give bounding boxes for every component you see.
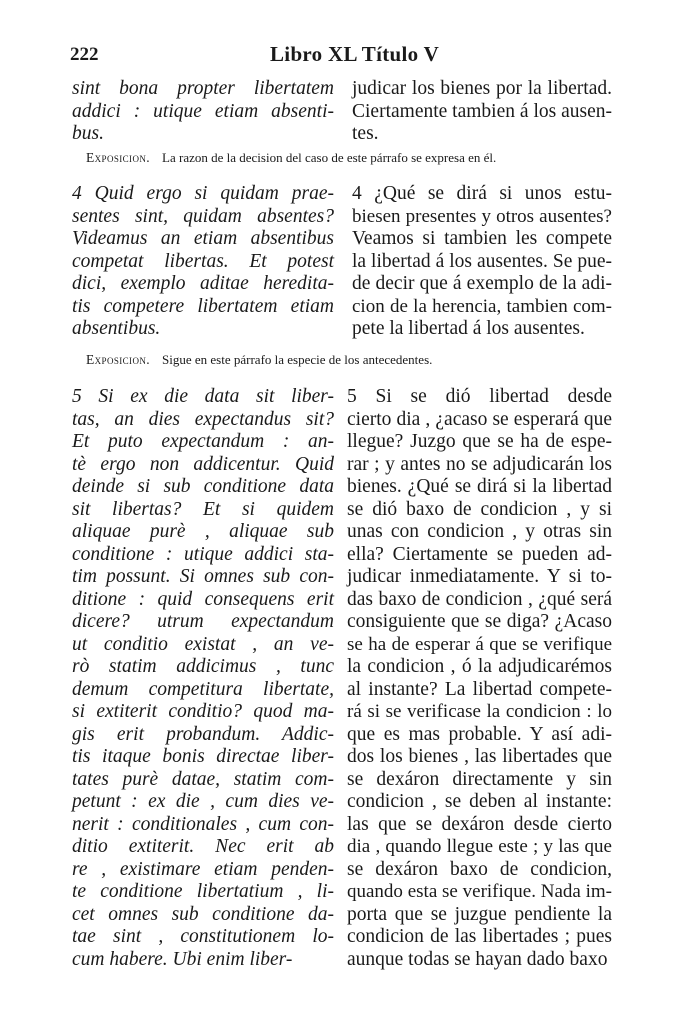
- text-line: conditione : utique addici sta-: [72, 543, 334, 565]
- text-line: tim possunt. Si omnes sub con-: [72, 566, 334, 587]
- text-line: nerit : conditionales , cum con-: [72, 813, 334, 835]
- text-line: rar ; y antes no se adjudicarán los: [347, 453, 612, 475]
- text-line: dia , quando llegue este ; y las que: [347, 836, 612, 857]
- text-line: se dexáron directamente y sin: [347, 768, 612, 790]
- text-line: tae sint , constitutionem lo-: [72, 926, 334, 947]
- text-line: competat libertas. Et potest: [72, 250, 334, 272]
- text-line: Veamos si tambien les compete: [352, 228, 612, 249]
- text-line: la condicion , ó la adjudicarémos: [347, 656, 612, 677]
- exposicion-text: Sigue en este párrafo la especie de los antecedentes.: [162, 352, 433, 367]
- text-line: judicar los bienes por la libertad.: [352, 78, 612, 99]
- text-line: absentibus.: [72, 318, 161, 339]
- text-line: das baxo de condicion , ¿qué será: [347, 588, 612, 610]
- text-line: se ha de esperar á que se verifique: [347, 633, 612, 655]
- text-line: demum competitura libertate,: [72, 678, 334, 700]
- text-line: rá si se verificase la condicion : lo: [347, 701, 612, 722]
- latin-column-block2: [72, 183, 334, 341]
- text-line: condicion de las libertades ; pues: [347, 926, 612, 947]
- spanish-column-block3: [347, 386, 612, 971]
- text-line: porta que se juzgue pendiente la: [347, 903, 612, 925]
- text-line: que es mas probable. Y así adi-: [347, 723, 612, 745]
- text-line: ella? Ciertamente se pueden ad-: [347, 543, 612, 565]
- text-line: re , existimare etiam penden-: [72, 858, 334, 880]
- text-line: cet omnes sub conditione da-: [72, 903, 334, 925]
- text-line: biesen presentes y otros ausentes?: [352, 205, 612, 227]
- text-line: sint bona propter libertatem: [72, 78, 334, 99]
- exposicion-note-2: [86, 352, 432, 368]
- spanish-column-block2: [352, 183, 612, 341]
- text-line: 4 Quid ergo si quidam prae-: [72, 183, 334, 204]
- text-line: cion de la herencia, tambien com-: [352, 295, 612, 317]
- text-line: las que se dexáron desde cierto: [347, 813, 612, 835]
- text-line: aunque todas se hayan dado baxo: [347, 948, 608, 970]
- text-line: sentes sint, quidam absentes?: [72, 205, 334, 227]
- text-line: tas, an dies expectandus sit?: [72, 408, 334, 430]
- text-line: Videamus an etiam absentibus: [72, 228, 334, 249]
- text-line: condicion , se deben al instante:: [347, 791, 612, 812]
- text-line: ut conditio existat , an ve-: [72, 633, 334, 655]
- text-line: quando esta se verifique. Nada im-: [347, 881, 612, 902]
- text-line: al instante? La libertad compete-: [347, 678, 612, 700]
- text-line: de decir que á exemplo de la adi-: [352, 273, 612, 294]
- text-line: ditione : quid consequens erit: [72, 588, 334, 610]
- text-line: tè ergo non addicentur. Quid: [72, 453, 334, 475]
- exposicion-label: Exposicion.: [86, 352, 151, 367]
- text-line: 4 ¿Qué se dirá si unos estu-: [352, 183, 612, 204]
- text-line: tis competere libertatem etiam: [72, 295, 334, 317]
- text-line: bienes. ¿Qué se dirá si la libertad: [347, 476, 612, 497]
- text-line: consiguiente que se diga? ¿Acaso: [347, 611, 612, 632]
- text-line: te conditione libertatium , li-: [72, 881, 334, 902]
- spanish-column-block1: [352, 78, 612, 146]
- text-line: pete la libertad á los ausentes.: [352, 318, 585, 339]
- text-line: 5 Si se dió libertad desde: [347, 386, 612, 407]
- text-line: dici, exemplo aditae heredita-: [72, 273, 334, 294]
- latin-column-block3: [72, 386, 334, 971]
- text-line: dos los bienes , las libertades que: [347, 746, 612, 767]
- text-line: addici : utique etiam absenti-: [72, 100, 334, 122]
- text-line: deinde si sub conditione data: [72, 476, 334, 497]
- exposicion-note-1: [86, 150, 496, 166]
- running-title: Libro XL Título V: [270, 42, 440, 66]
- exposicion-text: La razon de la decision del caso de este párrafo se expresa en él.: [162, 150, 497, 165]
- text-line: Ciertamente tambien á los ausen-: [352, 100, 612, 122]
- text-line: tes.: [352, 123, 379, 144]
- text-line: si extiterit conditio? quod ma-: [72, 701, 334, 722]
- text-line: gis erit probandum. Addic-: [72, 723, 334, 745]
- text-line: petunt : ex die , cum dies ve-: [72, 791, 334, 812]
- text-line: bus.: [72, 123, 104, 144]
- exposicion-label: Exposicion.: [86, 150, 151, 165]
- text-line: se dió baxo de condicion , y si: [347, 498, 612, 520]
- latin-column-block1: [72, 78, 334, 146]
- text-line: judicar inmediatamente. Y si to-: [347, 566, 612, 587]
- text-line: 5 Si ex die data sit liber-: [72, 386, 334, 407]
- text-line: se dexáron baxo de condicion,: [347, 858, 612, 880]
- text-line: la libertad á los ausentes. Se pue-: [352, 250, 612, 272]
- text-line: llegue? Juzgo que se ha de espe-: [347, 431, 612, 452]
- text-line: aliquae purè , aliquae sub: [72, 521, 334, 542]
- text-line: cierto dia , ¿acaso se esperará que: [347, 408, 612, 430]
- page-number: 222: [70, 44, 99, 65]
- text-line: cum habere. Ubi enim liber-: [72, 948, 293, 970]
- text-line: unas con condicion , y otras sin: [347, 521, 612, 542]
- text-line: tis itaque bonis directae liber-: [72, 746, 334, 767]
- text-line: ditio extiterit. Nec erit ab: [72, 836, 334, 857]
- text-line: Et puto expectandum : an-: [72, 431, 334, 452]
- text-line: sit libertas? Et si quidem: [72, 498, 334, 520]
- text-line: dicere? utrum expectandum: [72, 611, 334, 632]
- page-header: [70, 44, 610, 70]
- text-line: rò statim addicimus , tunc: [72, 656, 334, 677]
- text-line: tates purè datae, statim com-: [72, 768, 334, 790]
